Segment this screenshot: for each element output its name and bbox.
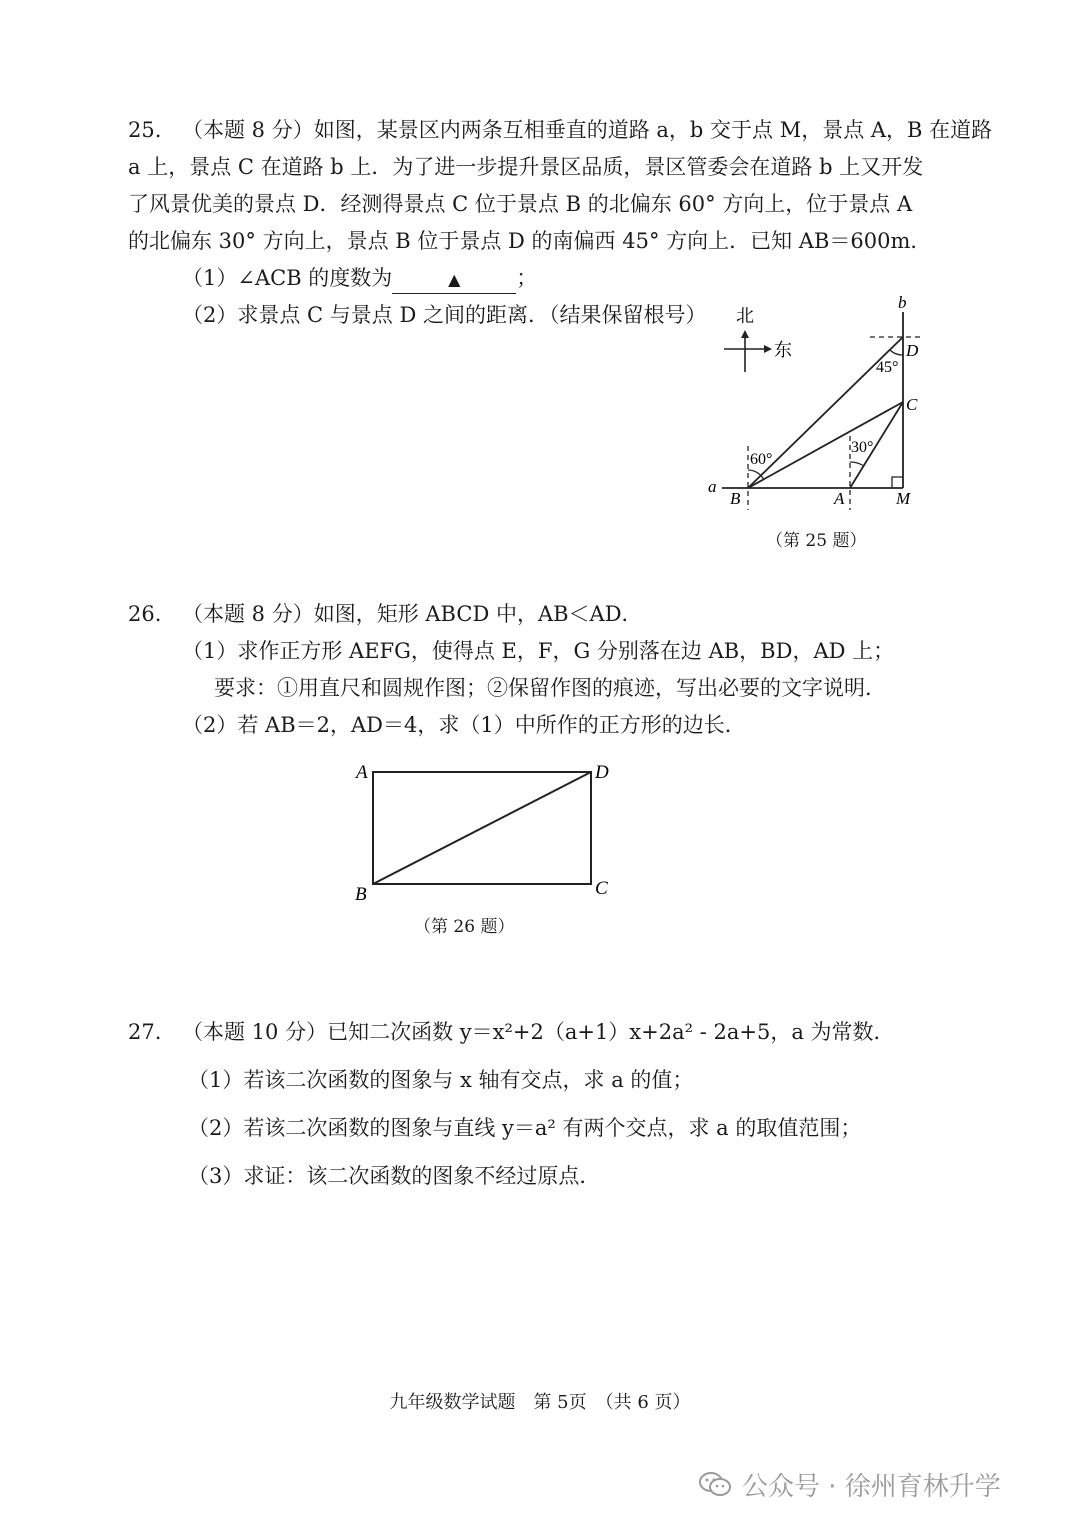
label-angle-30: 30° [851,439,874,456]
right-angle-mark [892,477,903,488]
q27-sub-3: （3）求证：该二次函数的图象不经过原点． [188,1164,601,1188]
question-number: 26. [128,602,162,626]
label-a-road: a [708,477,717,496]
label-b: b [898,293,907,312]
label-point-a: A [356,762,368,783]
caption-26: （第 26 题） [414,917,515,937]
compass-north-label: 北 [736,306,754,326]
label-point-m: M [896,489,911,508]
watermark [698,1466,1001,1505]
q26-requirement: 要求：①用直尺和圆规作图；②保留作图的痕迹，写出必要的文字说明． [214,676,886,700]
compass-east-label: 东 [774,340,792,360]
diagonal-bd [373,772,591,884]
question-number: 25. [128,118,162,142]
q26-sub-1: （1）求作正方形 AEFG，使得点 E，F，G 分别落在边 AB，BD，AD 上； [182,639,895,663]
q27-sub-1: （1）若该二次函数的图象与 x 轴有交点，求 a 的值； [188,1068,694,1092]
q25-sub-2: （2）求景点 C 与景点 D 之间的距离．（结果保留根号） [182,303,707,327]
angle-arc-30 [850,462,864,466]
label-point-c: C [595,878,608,899]
wechat-icon [698,1470,732,1505]
caption-25: （第 25 题） [766,531,867,551]
q25-sub-1: （1）∠ACB 的度数为 ▲ ； [128,260,968,297]
angle-arc-45 [890,350,903,355]
figure-25 [700,286,940,516]
label-point-b: B [730,489,741,508]
page-footer: 九年级数学试题 第 5页 （共 6 页） [389,1392,691,1413]
figure-26 [345,752,625,912]
label-d: D [906,341,919,360]
watermark-text: 公众号 · 徐州育林升学 [742,1472,1001,1502]
q25-text-line-3: 了风景优美的景点 D．经测得景点 C 位于景点 B 的北偏东 60° 方向上，位于景点 A [128,192,913,216]
label-point-d: D [595,762,609,783]
compass-east-arrowhead [764,345,772,353]
q26-sub-2: （2）若 AB＝2，AD＝4，求（1）中所作的正方形的边长． [182,713,746,737]
q26-text-line-1: （本题 8 分）如图，矩形 ABCD 中，AB＜AD． [182,602,643,626]
question-27 [128,1008,968,1200]
segment-bc [748,402,903,488]
label-point-a: A [834,489,845,508]
q27-text-line-1: （本题 10 分）已知二次函数 y＝x²+2（a+1）x+2a² - 2a+5，a 为常数． [182,1020,895,1044]
q25-text-line-1: （本题 8 分）如图，某景区内两条互相垂直的道路 a，b 交于点 M，景点 A，B 在道路 [182,118,993,142]
q27-sub-2: （2）若该二次函数的图象与直线 y＝a² 有两个交点，求 a 的取值范围； [188,1116,862,1140]
question-number: 27. [128,1020,162,1044]
label-angle-45: 45° [876,359,899,376]
q25-text-line-4: 的北偏东 30° 方向上，景点 B 位于景点 D 的南偏西 45° 方向上．已知 AB＝600m． [128,229,932,253]
label-c: C [906,395,918,414]
q25-text-line-2: a 上，景点 C 在道路 b 上．为了进一步提升景区品质，景区管委会在道路 b 上又开发 [128,155,924,179]
label-point-b: B [355,884,367,905]
question-26 [128,596,968,744]
label-angle-60: 60° [750,451,773,468]
compass-north-arrowhead [741,330,749,338]
answer-blank: ▲ [392,267,516,294]
